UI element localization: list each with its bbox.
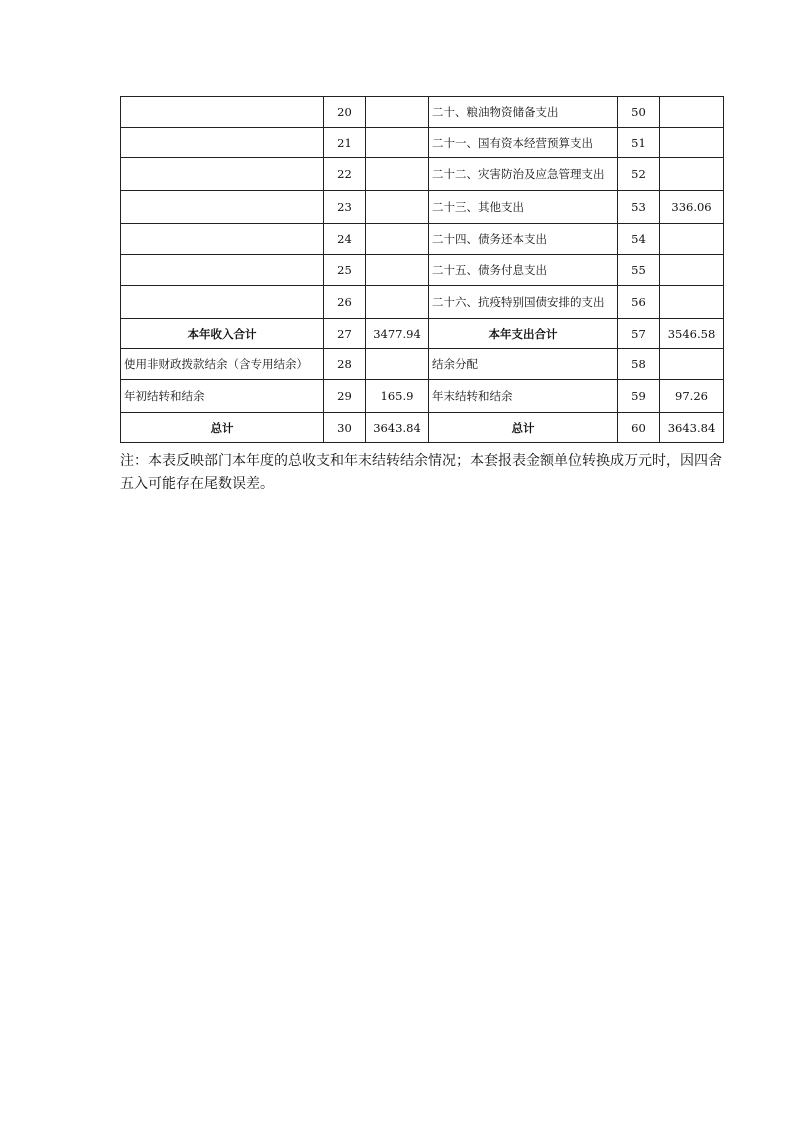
income-item-cell: 使用非财政拨款结余（含专用结余） [121,349,324,380]
expense-line-cell: 51 [618,128,660,158]
income-total-amount: 3477.94 [366,319,429,349]
income-item-cell [121,158,324,191]
expense-item-cell: 二十六、抗疫特别国债安排的支出 [429,286,618,319]
income-item-cell [121,224,324,255]
expense-grand-total-label: 总计 [429,413,618,443]
expense-amount-cell [660,97,724,128]
table-row [121,224,724,255]
income-amount-cell [366,349,429,380]
income-item-cell [121,97,324,128]
income-amount-cell [366,286,429,319]
expense-amount-cell [660,286,724,319]
income-total-row [121,319,724,349]
income-item-cell [121,191,324,224]
expense-line-cell: 59 [618,380,660,413]
expense-amount-cell [660,255,724,286]
income-total-label: 本年收入合计 [121,319,324,349]
table-row [121,158,724,191]
expense-grand-total-amount: 3643.84 [660,413,724,443]
expense-line-cell: 57 [618,319,660,349]
income-line-cell: 30 [324,413,366,443]
income-amount-cell [366,255,429,286]
income-line-cell: 22 [324,158,366,191]
expense-line-cell: 55 [618,255,660,286]
expense-line-cell: 52 [618,158,660,191]
expense-item-cell: 二十五、债务付息支出 [429,255,618,286]
table-row [121,255,724,286]
income-grand-total-label: 总计 [121,413,324,443]
table-row [121,349,724,380]
expense-item-cell: 二十、粮油物资储备支出 [429,97,618,128]
expense-amount-cell: 97.26 [660,380,724,413]
expense-amount-cell [660,128,724,158]
income-amount-cell [366,191,429,224]
footnote: 注：本表反映部门本年度的总收支和年末结转结余情况；本套报表金额单位转换成万元时，因四舍五入可能存在尾数误差。 [120,453,722,492]
expense-line-cell: 53 [618,191,660,224]
expense-amount-cell [660,158,724,191]
income-item-cell [121,128,324,158]
income-amount-cell [366,97,429,128]
expense-item-cell: 年末结转和结余 [429,380,618,413]
expense-amount-cell [660,349,724,380]
income-line-cell: 21 [324,128,366,158]
income-line-cell: 20 [324,97,366,128]
income-line-cell: 29 [324,380,366,413]
grand-total-row [121,413,724,443]
expense-amount-cell: 336.06 [660,191,724,224]
expense-item-cell: 二十二、灾害防治及应急管理支出 [429,158,618,191]
income-amount-cell [366,128,429,158]
expense-line-cell: 60 [618,413,660,443]
expense-amount-cell [660,224,724,255]
expense-line-cell: 58 [618,349,660,380]
income-line-cell: 23 [324,191,366,224]
income-line-cell: 28 [324,349,366,380]
expense-item-cell: 二十四、债务还本支出 [429,224,618,255]
expense-line-cell: 54 [618,224,660,255]
budget-summary-table [120,96,724,443]
income-amount-cell [366,224,429,255]
income-line-cell: 25 [324,255,366,286]
expense-item-cell: 结余分配 [429,349,618,380]
table-row [121,286,724,319]
income-line-cell: 26 [324,286,366,319]
table-row [121,191,724,224]
income-item-cell [121,255,324,286]
income-amount-cell [366,158,429,191]
expense-line-cell: 50 [618,97,660,128]
income-amount-cell: 165.9 [366,380,429,413]
table-row [121,97,724,128]
table-row [121,128,724,158]
expense-total-amount: 3546.58 [660,319,724,349]
income-item-cell [121,286,324,319]
income-item-cell: 年初结转和结余 [121,380,324,413]
expense-item-cell: 二十三、其他支出 [429,191,618,224]
expense-item-cell: 二十一、国有资本经营预算支出 [429,128,618,158]
table-row [121,380,724,413]
income-grand-total-amount: 3643.84 [366,413,429,443]
income-line-cell: 27 [324,319,366,349]
expense-line-cell: 56 [618,286,660,319]
expense-total-label: 本年支出合计 [429,319,618,349]
income-line-cell: 24 [324,224,366,255]
